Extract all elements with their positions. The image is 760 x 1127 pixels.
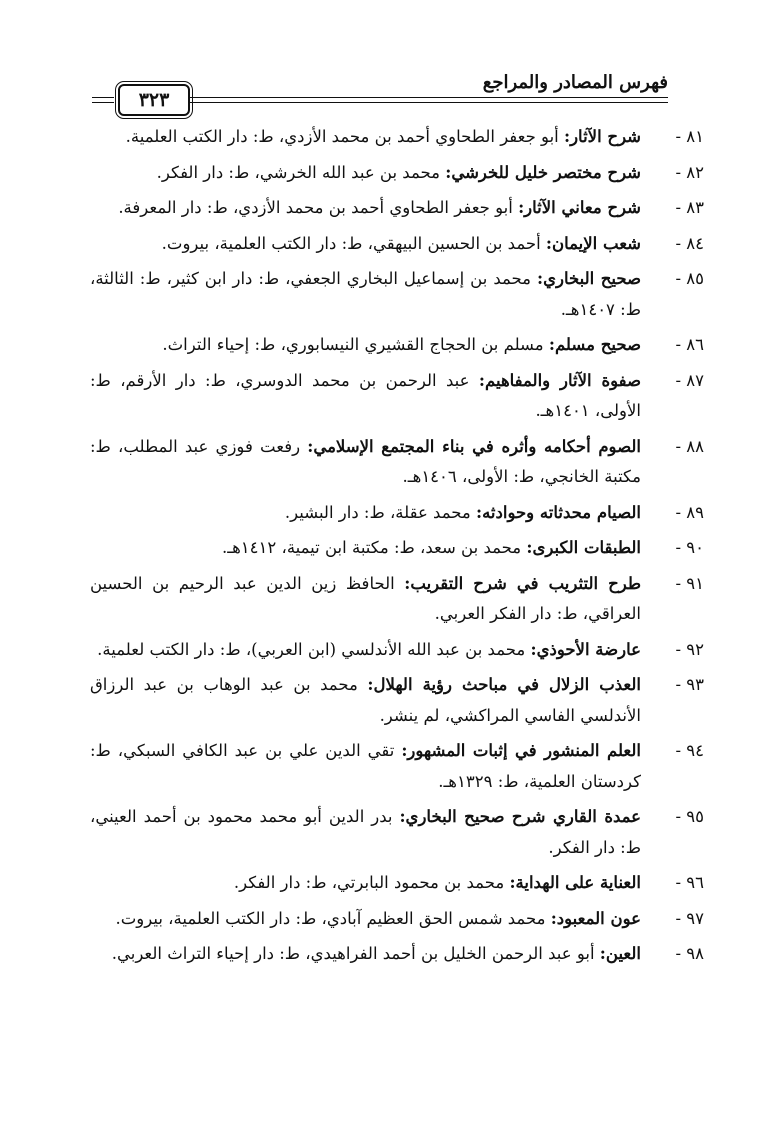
bibliography-entry <box>90 868 704 899</box>
running-header-title: فهرس المصادر والمراجع <box>482 72 668 93</box>
entry-title: العناية على الهداية: <box>509 873 641 892</box>
entry-body <box>90 193 641 224</box>
entry-details: أبو جعفر الطحاوي أحمد بن محمد الأزدي، ط: دار الكتب العلمية. <box>125 127 564 146</box>
entry-title: عون المعبود: <box>550 908 641 928</box>
bibliography-entry <box>90 670 704 731</box>
entry-title: صفوة الآثار والمفاهيم: <box>478 370 642 390</box>
entry-details: رفعت فوزي عبد المطلب، ط: مكتبة الخانجي، ط: الأولى، ١٤٠٦هـ. <box>90 436 641 486</box>
entry-body <box>90 122 641 153</box>
entry-details: أبو عبد الرحمن الخليل بن أحمد الفراهيدي، ط: دار إحياء التراث العربي. <box>111 944 600 963</box>
bibliography-entry <box>90 330 704 361</box>
bibliography-entry <box>90 736 704 797</box>
entry-number: ٩٧ - <box>675 908 704 928</box>
entry-number: ٩٨ - <box>675 944 704 963</box>
entry-title: شرح مختصر خليل للخرشي: <box>445 162 641 182</box>
entry-number: ٩٥ - <box>675 807 704 826</box>
header-rule-right <box>190 97 668 103</box>
entry-details: محمد عقلة، ط: دار البشير. <box>284 502 476 522</box>
entry-details: أبو جعفر الطحاوي أحمد بن محمد الأزدي، ط: دار المعرفة. <box>118 198 519 217</box>
entry-details: تقي الدين علي بن عبد الكافي السبكي، ط: كردستان العلمية، ط: ١٣٢٩هـ. <box>90 741 641 791</box>
entry-title: الطبقات الكبرى: <box>526 538 641 557</box>
entry-number: ٩٣ - <box>675 675 704 694</box>
entry-details: مسلم بن الحجاج القشيري النيسابوري، ط: إحياء التراث. <box>162 335 549 354</box>
bibliography-entry <box>90 498 704 529</box>
entry-number: ٨٨ - <box>675 436 704 456</box>
entry-title: العلم المنشور في إثبات المشهور: <box>401 741 641 760</box>
entry-details: محمد بن عبد الوهاب بن عبد الرزاق الأندلسي الفاسي المراكشي، لم ينشر. <box>90 675 641 725</box>
entry-title: عمدة القاري شرح صحيح البخاري: <box>399 807 642 826</box>
entry-body <box>90 330 641 361</box>
entry-number: ٩٠ - <box>675 538 704 557</box>
entry-body <box>90 432 641 493</box>
entry-body <box>90 158 641 189</box>
bibliography-entry <box>90 158 704 189</box>
entry-number: ٨٦ - <box>675 335 704 354</box>
page-number-box: ٣٢٣ <box>118 84 190 116</box>
entry-number: ٨٩ - <box>675 502 704 522</box>
entry-details: محمد بن عبد الله الخرشي، ط: دار الفكر. <box>156 162 446 182</box>
entry-number: ٨٧ - <box>675 370 704 390</box>
entry-body <box>90 670 641 731</box>
entry-body <box>90 264 641 325</box>
entry-body <box>90 868 641 899</box>
bibliography-entry <box>90 193 704 224</box>
entry-details: محمد شمس الحق العظيم آبادي، ط: دار الكتب العلمية، بيروت. <box>115 908 551 928</box>
entry-title: صحيح البخاري: <box>536 269 641 288</box>
entry-number: ٨٣ - <box>675 198 704 217</box>
bibliography-entry <box>90 533 704 564</box>
entry-details: محمد بن سعد، ط: مكتبة ابن تيمية، ١٤١٢هـ. <box>222 538 527 557</box>
entry-body <box>90 635 641 666</box>
bibliography-entry <box>90 939 704 970</box>
entry-details: محمد بن عبد الله الأندلسي (ابن العربي)، ط: دار الكتب لعلمية. <box>97 639 531 659</box>
entry-number: ٨١ - <box>675 127 704 146</box>
entry-title: شعب الإيمان: <box>545 233 641 253</box>
entry-title: العذب الزلال في مباحث رؤية الهلال: <box>367 675 641 694</box>
bibliography-entry <box>90 802 704 863</box>
bibliography-entry <box>90 122 704 153</box>
entry-title: عارضة الأحوذي: <box>530 639 641 659</box>
entry-number: ٨٥ - <box>675 269 704 288</box>
entry-body <box>90 229 641 260</box>
entry-title: شرح معاني الآثار: <box>518 198 641 217</box>
bibliography-entry <box>90 366 704 427</box>
entry-body <box>90 498 641 529</box>
entry-body <box>90 366 641 427</box>
entry-details: محمد بن إسماعيل البخاري الجعفي، ط: دار ابن كثير، ط: الثالثة، ط: ١٤٠٧هـ. <box>90 269 641 319</box>
entry-details: الحافظ زين الدين عبد الرحيم بن الحسين العراقي، ط: دار الفكر العربي. <box>90 573 641 623</box>
entry-title: طرح التثريب في شرح التقريب: <box>404 573 642 593</box>
entry-body <box>90 802 641 863</box>
bibliography-entry <box>90 904 704 935</box>
entry-details: محمد بن محمود البابرتي، ط: دار الفكر. <box>233 873 510 892</box>
entry-number: ٩١ - <box>675 573 704 593</box>
bibliography-entry <box>90 229 704 260</box>
entry-details: أحمد بن الحسين البيهقي، ط: دار الكتب العلمية، بيروت. <box>161 233 546 253</box>
entry-body <box>90 533 641 564</box>
bibliography-entry <box>90 432 704 493</box>
entry-title: الصوم أحكامه وأثره في بناء المجتمع الإسلامي: <box>307 436 641 456</box>
bibliography-entry <box>90 635 704 666</box>
header-rule-left <box>92 97 114 103</box>
bibliography-entry <box>90 264 704 325</box>
entry-title: الصيام محدثاته وحوادثه: <box>476 502 641 522</box>
entry-body <box>90 569 641 630</box>
entry-body <box>90 736 641 797</box>
entry-number: ٩٦ - <box>675 873 704 892</box>
entry-details: بدر الدين أبو محمد محمود بن أحمد العيني، ط: دار الفكر. <box>90 807 641 857</box>
entry-number: ٩٢ - <box>675 639 704 659</box>
entry-title: شرح الآثار: <box>564 127 641 146</box>
entry-title: صحيح مسلم: <box>548 335 641 354</box>
bibliography-list <box>90 122 704 975</box>
entry-number: ٩٤ - <box>675 741 704 760</box>
entry-details: عبد الرحمن بن محمد الدوسري، ط: دار الأرقم، ط: الأولى، ١٤٠١هـ. <box>90 370 641 420</box>
entry-number: ٨٢ - <box>675 162 704 182</box>
entry-title: العين: <box>599 944 641 963</box>
entry-body <box>90 939 641 970</box>
entry-number: ٨٤ - <box>675 233 704 253</box>
entry-body <box>90 904 641 935</box>
bibliography-entry <box>90 569 704 630</box>
